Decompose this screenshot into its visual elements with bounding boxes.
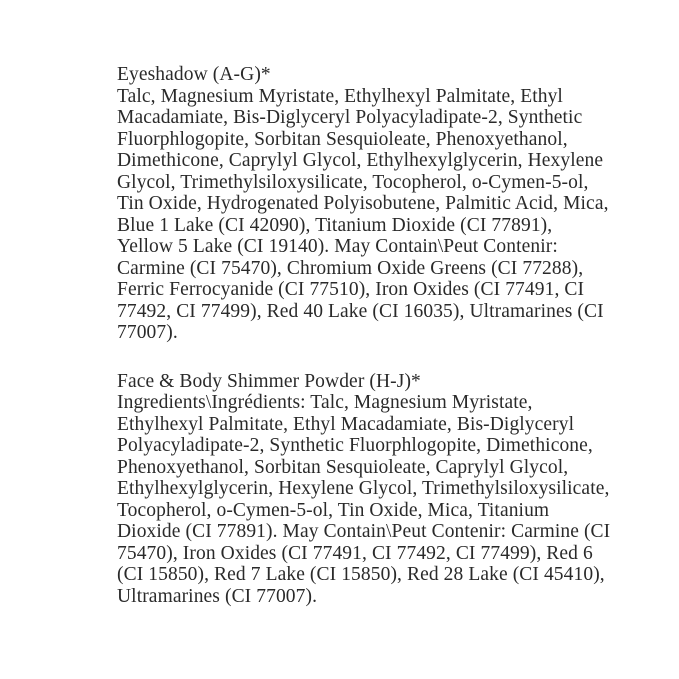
ingredient-line: Tin Oxide, Hydrogenated Polyisobutene, Palmitic Acid, Mica, <box>117 193 609 214</box>
eyeshadow-ingredients-section <box>117 64 610 344</box>
ingredient-text-block <box>117 64 610 634</box>
ingredient-line: Macadamiate, Bis-Diglyceryl Polyacyladipate-2, Synthetic <box>117 107 583 128</box>
ingredient-line: Fluorphlogopite, Sorbitan Sesquioleate, Phenoxyethanol, <box>117 128 568 150</box>
ingredient-line: Yellow 5 Lake (CI 19140). May Contain\Peut Contenir: <box>117 236 558 257</box>
eyeshadow-section-title: Eyeshadow (A-G)* <box>117 64 271 85</box>
ingredient-line: Polyacyladipate-2, Synthetic Fluorphlogopite, Dimethicone, <box>117 435 593 456</box>
ingredient-line: Talc, Magnesium Myristate, Ethylhexyl Palmitate, Ethyl <box>117 85 563 107</box>
ingredient-line: Ferric Ferrocyanide (CI 77510), Iron Oxides (CI 77491, CI <box>117 279 585 300</box>
shimmer-powder-ingredients-section <box>117 371 610 608</box>
ingredient-line: Ultramarines (CI 77007). <box>117 585 318 607</box>
ingredient-line: Tocopherol, o-Cymen-5-ol, Tin Oxide, Mica, Titanium <box>117 499 550 521</box>
ingredient-line: (CI 15850), Red 7 Lake (CI 15850), Red 28 Lake (CI 45410), <box>117 564 605 585</box>
ingredient-line: Dimethicone, Caprylyl Glycol, Ethylhexylglycerin, Hexylene <box>117 150 604 171</box>
ingredient-line: Glycol, Trimethylsiloxysilicate, Tocopherol, o-Cymen-5-ol, <box>117 171 589 193</box>
ingredient-line: Carmine (CI 75470), Chromium Oxide Greens (CI 77288), <box>117 257 584 279</box>
shimmer-powder-section-title: Face & Body Shimmer Powder (H-J)* <box>117 370 421 392</box>
ingredient-line: Ingredients\Ingrédients: Talc, Magnesium Myristate, <box>117 392 533 413</box>
ingredient-line: 77007). <box>117 322 178 343</box>
ingredient-line: Dioxide (CI 77891). May Contain\Peut Contenir: Carmine (CI <box>117 521 611 542</box>
ingredient-line: Phenoxyethanol, Sorbitan Sesquioleate, Caprylyl Glycol, <box>117 456 569 478</box>
ingredient-line: Blue 1 Lake (CI 42090), Titanium Dioxide (CI 77891), <box>117 214 553 236</box>
ingredient-line: Ethylhexyl Palmitate, Ethyl Macadamiate, Bis-Diglyceryl <box>117 413 575 435</box>
ingredient-line: 77492, CI 77499), Red 40 Lake (CI 16035), Ultramarines (CI <box>117 300 604 322</box>
ingredient-line: 75470), Iron Oxides (CI 77491, CI 77492, CI 77499), Red 6 <box>117 542 593 564</box>
ingredient-line: Ethylhexylglycerin, Hexylene Glycol, Trimethylsiloxysilicate, <box>117 478 610 499</box>
